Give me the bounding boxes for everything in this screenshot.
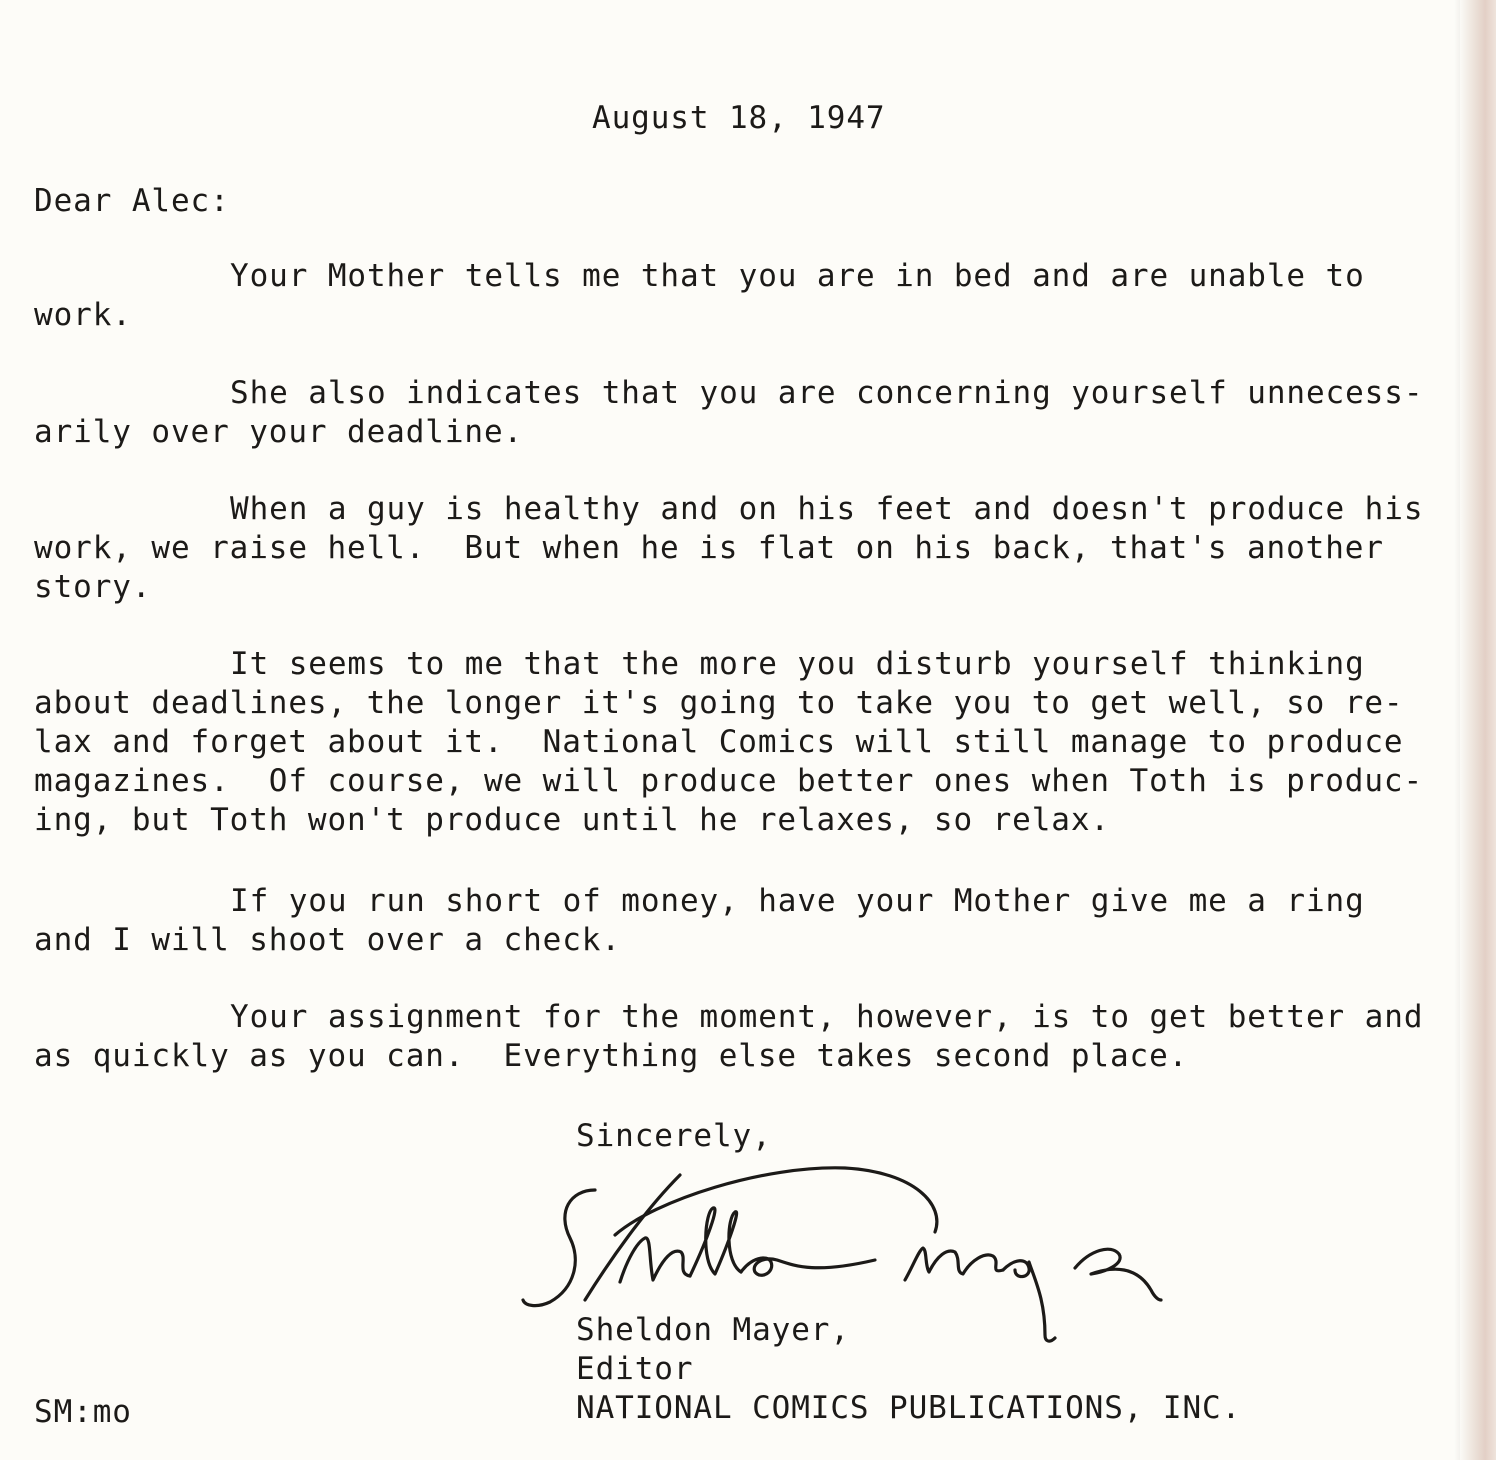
reference-initials: SM:mo [34,1394,132,1430]
paragraph-line: work, we raise hell. But when he is flat on his back, that's another [34,530,1384,566]
paragraph-5 [34,882,1365,960]
paragraph-line: lax and forget about it. National Comics will still manage to produce [34,724,1404,760]
paragraph-line: and I will shoot over a check. [34,922,621,958]
paragraph-line: magazines. Of course, we will produce better ones when Toth is produc- [34,763,1424,799]
paragraph-line: as quickly as you can. Everything else takes second place. [34,1038,1189,1074]
salutation: Dear Alec: [34,183,230,219]
letter-date: August 18, 1947 [592,100,886,136]
paper-edge [1460,0,1496,1460]
closing: Sincerely, [576,1118,772,1154]
paragraph-3 [34,490,1423,607]
paragraph-1 [34,257,1365,335]
company-name: NATIONAL COMICS PUBLICATIONS, INC. [576,1390,1242,1426]
paragraph-line: about deadlines, the longer it's going to take you to get well, so re- [34,685,1404,721]
paragraph-line: If you run short of money, have your Mother give me a ring [230,883,1365,919]
paragraph-6 [34,998,1423,1076]
paragraph-4 [34,645,1423,840]
paragraph-line: Your Mother tells me that you are in bed and are unable to [230,258,1365,294]
signer-title: Editor [576,1351,694,1387]
paragraph-2 [34,374,1423,452]
paragraph-line: She also indicates that you are concerning yourself unnecess- [230,375,1424,411]
signer-name: Sheldon Mayer, [576,1312,850,1348]
paragraph-line: work. [34,297,132,333]
paragraph-line: ing, but Toth won't produce until he relaxes, so relax. [34,802,1110,838]
paragraph-line: It seems to me that the more you disturb yourself thinking [230,646,1365,682]
paragraph-line: story. [34,569,152,605]
paragraph-line: arily over your deadline. [34,414,524,450]
paragraph-line: Your assignment for the moment, however, is to get better and [230,999,1424,1035]
paragraph-line: When a guy is healthy and on his feet and doesn't produce his [230,491,1424,527]
